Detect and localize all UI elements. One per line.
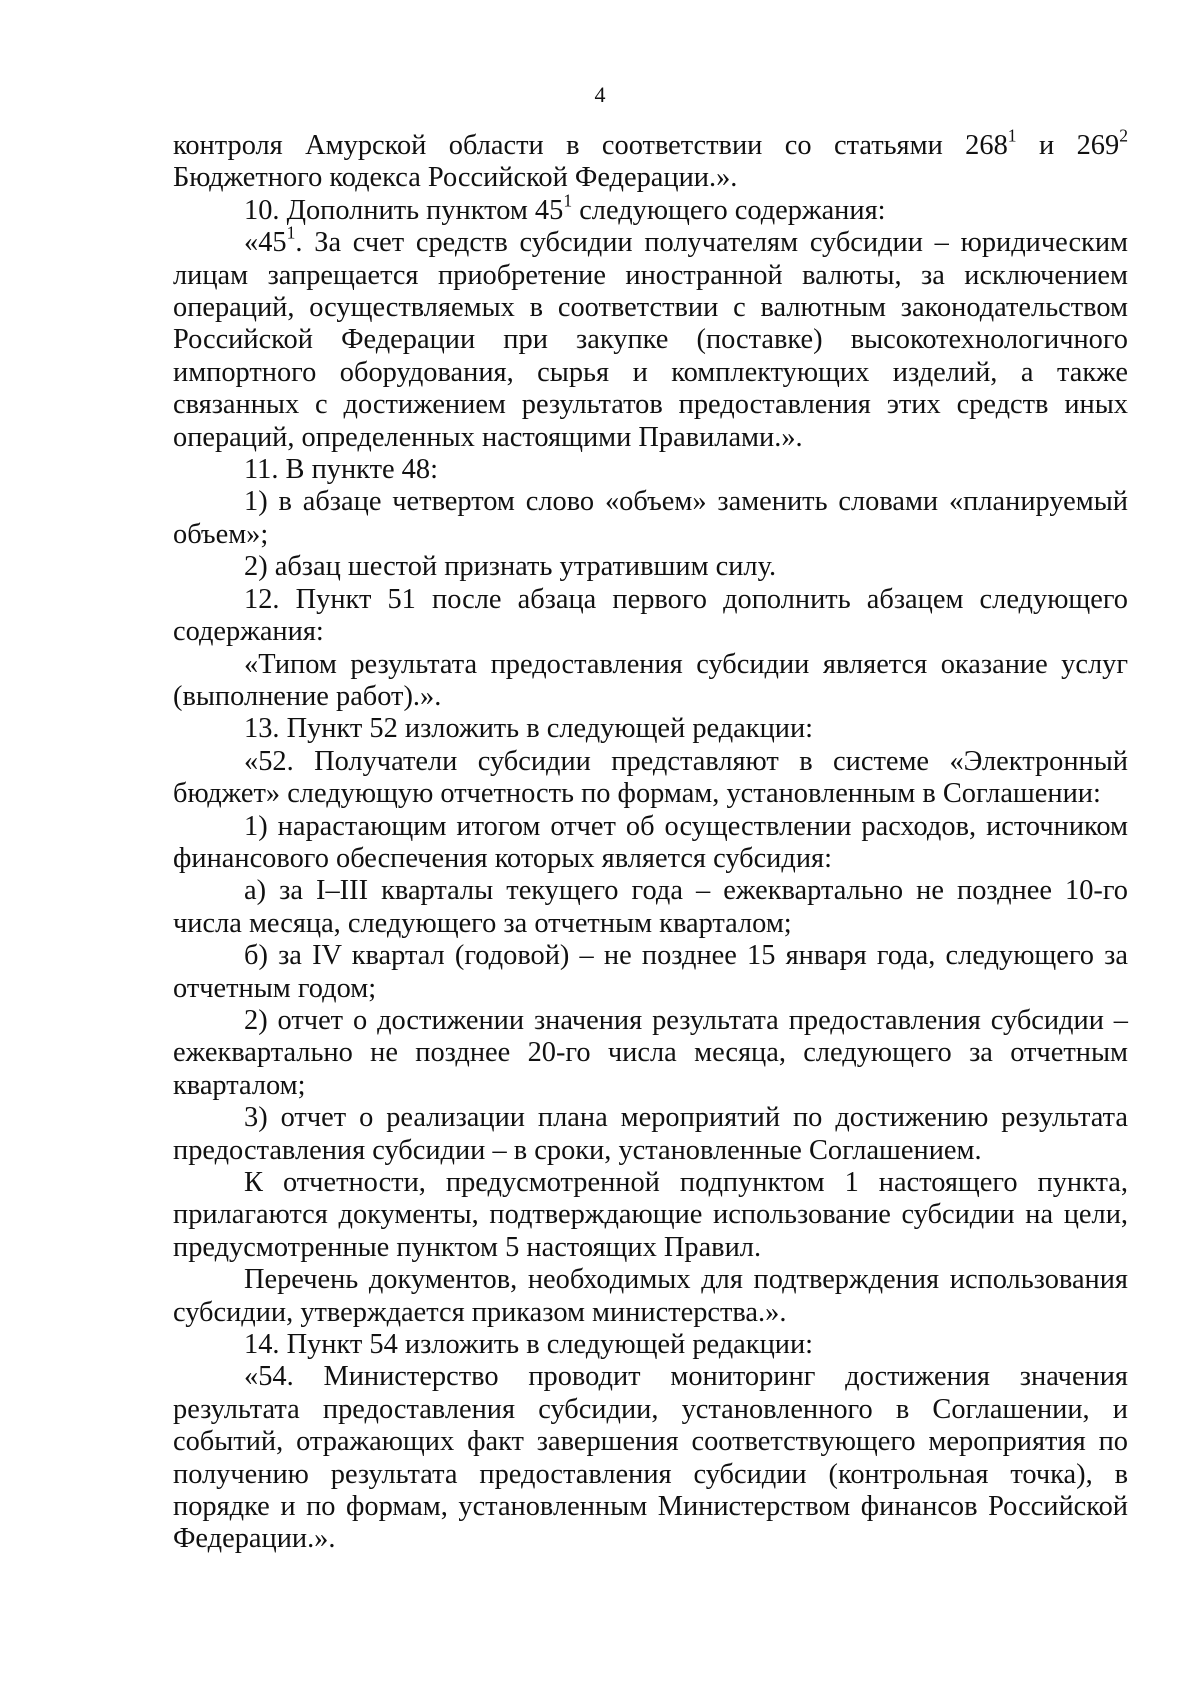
paragraph-continuation: контроля Амурской области в соответствии со статьями $268^1$ и $269^2$ Бюджетного кодекса Российской Федерации.».	[173, 125, 1128, 194]
paragraph-item-12: 12. Пункт 51 после абзаца первого дополнить абзацем следующего содержания:	[173, 583, 1128, 648]
paragraph-item-52: «52. Получатели субсидии представляют в системе «Электронный бюджет» следующую отчетность по формам, установленным в Соглашении:	[173, 745, 1128, 810]
paragraph-item-52-1-b: б) за IV квартал (годовой) – не позднее 15 января года, следующего за отчетным годом;	[173, 940, 1128, 1004]
paragraph-item-11-2: 2) абзац шестой признать утратившим силу.	[244, 551, 777, 583]
paragraph-item-52-1-a: а) за I–III кварталы текущего года – ежеквартально не позднее 10-го числа месяца, следующего за отчетным кварталом;	[173, 875, 1128, 939]
paragraph-item-11-1: 1) в абзаце четвертом слово «объем» заменить словами «планируемый объем»;	[173, 486, 1128, 550]
paragraph-reporting-attachments: К отчетности, предусмотренной подпунктом 1 настоящего пункта, прилагаются документы, подтверждающие использование субсидии на цели, предусмотренные пунктом 5 настоящих Правил.	[173, 1167, 1128, 1263]
paragraph-documents-list: Перечень документов, необходимых для подтверждения использования субсидии, утверждается приказом министерства.».	[173, 1264, 1128, 1328]
paragraph-item-52-3: 3) отчет о реализации плана мероприятий по достижению результата предоставления субсидии – в сроки, установленные Соглашением.	[173, 1102, 1128, 1166]
paragraph-item-12-quote: «Типом результата предоставления субсидии является оказание услуг (выполнение работ).».	[173, 648, 1128, 712]
paragraph-item-10: 10. Дополнить пунктом $45^1$ следующего содержания:	[244, 190, 886, 226]
paragraph-item-54: «54. Министерство проводит мониторинг достижения значения результата предоставления субсидии, установленного в Соглашении, и событий, отражающих факт завершения соответствующего мероприятия по получению результата предоставления субсидии (контрольная точка), в порядке и по формам, установленным Министерством финансов Российской Федерации.».	[173, 1361, 1128, 1555]
paragraph-item-13: 13. Пункт 52 изложить в следующей редакции:	[244, 713, 814, 745]
document-body	[173, 125, 1128, 1556]
paragraph-item-52-2: 2) отчет о достижении значения результата предоставления субсидии – ежеквартально не позднее 20-го числа месяца, следующего за отчетным кварталом;	[173, 1004, 1128, 1101]
paragraph-item-11: 11. В пункте 48:	[244, 454, 438, 486]
paragraph-item-14: 14. Пункт 54 изложить в следующей редакции:	[244, 1329, 814, 1361]
paragraph-item-52-1: 1) нарастающим итогом отчет об осуществлении расходов, источником финансового обеспечения которых является субсидия:	[173, 810, 1128, 874]
page-number: 4	[594, 82, 606, 107]
paragraph-item-45-1: «$45^1$. За счет средств субсидии получателям субсидии – юридическим лицам запрещается приобретение иностранной валюты, за исключением операций, осуществляемых в соответствии с валютным законодательством Российской Федерации при закупке (поставке) высокотехнологичного импортного оборудования, сырья и комплектующих изделий, а также связанных с достижением результатов предоставления этих средств иных операций, определенных настоящими Правилами.».	[173, 222, 1128, 453]
